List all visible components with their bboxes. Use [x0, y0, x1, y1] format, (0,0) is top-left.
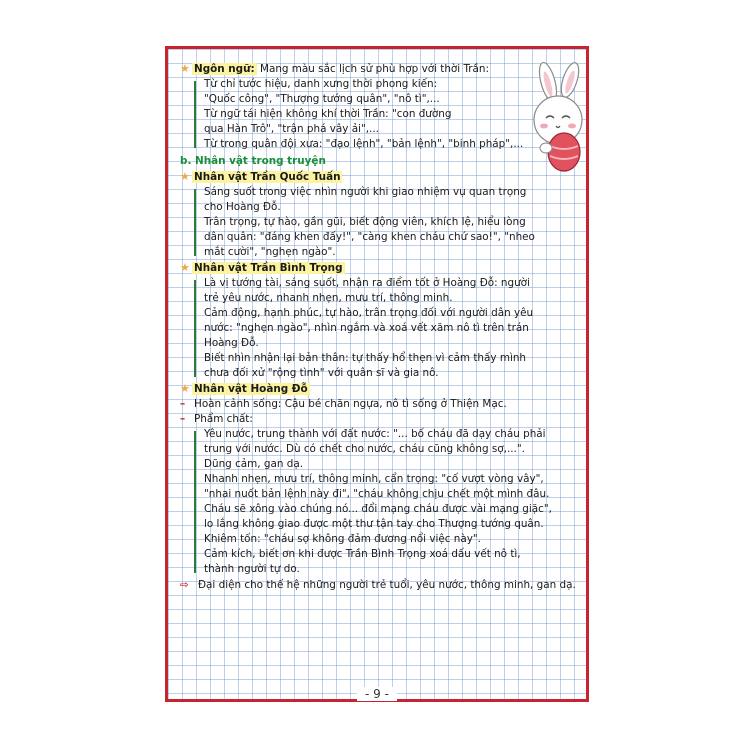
list-item: mắt cười", "nghẹn ngào".: [204, 246, 336, 258]
list-item: chưa đối xử "rộng tình" với quân sĩ và gia nô.: [204, 367, 439, 379]
page-number: - 9 -: [357, 687, 397, 701]
bracket-line: [194, 189, 200, 256]
list-item: nước: "nghẹn ngào", nhìn ngắm và xoá vết xăm nô tì trên trán: [204, 322, 529, 334]
list-item: dân quân: "đáng khen đấy!", "càng khen cháu chứ sao!", "nheo: [204, 231, 535, 243]
list-item: Yêu nước, trung thành với đất nước: "... bố cháu đã dạy cháu phải: [204, 428, 546, 440]
char1-list: [194, 185, 580, 260]
star-icon: ★: [180, 261, 190, 274]
list-item: trung với nước. Dù có chết cho nước, cháu cũng không sợ,...".: [204, 443, 525, 455]
list-item: Là vị tướng tài, sáng suốt, nhận ra điểm tốt ở Hoàng Đỗ: người: [204, 277, 530, 289]
char2-title: Nhân vật Trần Bình Trọng: [194, 262, 343, 274]
char3-qualities-label: [180, 412, 580, 427]
list-item: lo lắng không giao được một thư tận tay cho Thượng tướng quân.: [204, 518, 544, 530]
char2-heading: [180, 260, 580, 276]
char3-title: Nhân vật Hoàng Đỗ: [194, 383, 308, 395]
list-item: Từ trong quân đội xưa: "đạo lệnh", "bản lệnh", "binh pháp",...: [204, 138, 524, 150]
star-icon: ★: [180, 382, 190, 395]
list-item: Biết nhìn nhận lại bản thân: tự thấy hổ thẹn vì cảm thấy mình: [204, 352, 526, 364]
language-heading: [180, 61, 580, 77]
section-b-title: b. Nhân vật trong truyện: [180, 155, 326, 167]
char1-heading: [180, 169, 580, 185]
list-item: trẻ yêu nước, nhanh nhẹn, mưu trí, thông minh.: [204, 292, 453, 304]
list-item: Cảm kích, biết ơn khi được Trần Bình Trọng xoá dấu vết nô tì,: [204, 548, 521, 560]
list-item: Dũng cảm, gan dạ.: [204, 458, 303, 470]
char3-background: [180, 397, 580, 412]
bracket-line: [194, 81, 200, 148]
language-heading-text: Mang màu sắc lịch sử phù hợp với thời Trần:: [256, 63, 490, 75]
dash-icon: –: [180, 398, 186, 410]
list-item: thành người tự do.: [204, 563, 300, 575]
char1-title: Nhân vật Trần Quốc Tuấn: [194, 171, 341, 183]
list-item: Từ ngữ tái hiện không khí thời Trần: "con đường: [204, 108, 452, 120]
star-icon: ★: [180, 62, 190, 75]
list-item: Cảm động, hạnh phúc, tự hào, trân trọng đối với người dân yêu: [204, 307, 534, 319]
bunny-icon: [530, 62, 594, 172]
list-item: Khiêm tốn: "cháu sợ không đảm đương nổi việc này".: [204, 533, 481, 545]
list-item: Từ chỉ tước hiệu, danh xưng thời phong kiến:: [204, 78, 438, 90]
notebook-page: [165, 46, 589, 702]
list-item: "nhai nuốt bản lệnh này đi", "cháu không chịu chết một mình đâu.: [204, 488, 550, 500]
page-content: [180, 61, 580, 593]
list-item: qua Hàn Trô", "trận phá vây ải",...: [204, 123, 379, 135]
list-item: Sáng suốt trong việc nhìn người khi giao nhiệm vụ quan trọng: [204, 186, 527, 198]
list-item: Trân trọng, tự hào, gần gũi, biết động viên, khích lệ, hiểu lòng: [204, 216, 526, 228]
dash-icon: –: [180, 413, 186, 425]
char3-heading: [180, 381, 580, 397]
star-icon: ★: [180, 170, 190, 183]
language-heading-label: Ngôn ngữ:: [194, 63, 255, 75]
char3-list: [194, 427, 580, 577]
list-item: Hoàng Đỗ.: [204, 337, 259, 349]
conclusion: [180, 578, 580, 593]
char3-background-text: Hoàn cảnh sống: Cậu bé chăn ngựa, nô tì sống ở Thiện Mạc.: [194, 398, 507, 410]
char3-qualities-text: Phẩm chất:: [194, 413, 253, 425]
language-list: [194, 77, 580, 152]
conclusion-text: Đại diện cho thế hệ những người trẻ tuổi, yêu nước, thông minh, gan dạ.: [198, 579, 576, 591]
bracket-line: [194, 280, 200, 377]
bracket-line: [194, 431, 200, 573]
list-item: Cháu sẽ xông vào chúng nó... đổi mạng cháu được vài mạng giặc",: [204, 503, 552, 515]
list-item: "Quốc công", "Thượng tướng quân", "nô tì",...: [204, 93, 440, 105]
list-item: cho Hoàng Đỗ.: [204, 201, 281, 213]
list-item: Nhanh nhẹn, mưu trí, thông minh, cẩn trọng: "cố vượt vòng vây",: [204, 473, 544, 485]
arrow-right-icon: ⇨: [180, 579, 189, 591]
char2-list: [194, 276, 580, 381]
